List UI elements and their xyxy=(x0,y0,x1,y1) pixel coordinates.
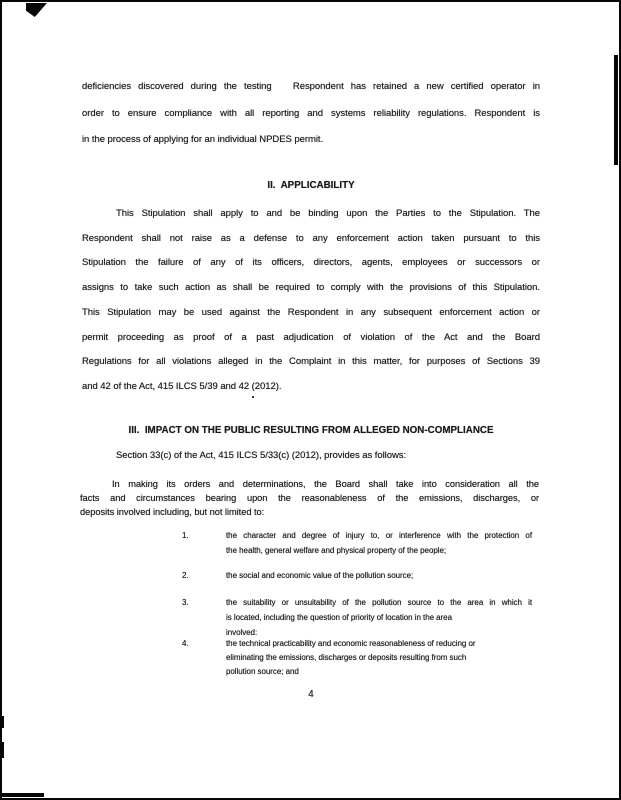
factor-line: is located, including the question of priority of location in the area xyxy=(226,613,452,622)
factor-text xyxy=(226,637,532,679)
factor-number: 2. xyxy=(182,571,189,580)
body-line: deficiencies discovered during the testing Respondent has retained a new certified operator in xyxy=(82,81,540,92)
body-line: and 42 of the Act, 415 ILCS 5/39 and 42 (2012). xyxy=(82,380,282,392)
page-number: 4 xyxy=(308,689,314,700)
factor-line: involved: xyxy=(226,628,258,637)
factor-line: the health, general welfare and physical property of the people; xyxy=(226,545,447,555)
factor-number: 4. xyxy=(182,639,189,648)
statute-quote xyxy=(80,477,539,519)
scan-artifact-right-edge xyxy=(614,55,618,165)
factor-text xyxy=(226,569,532,584)
continuation-paragraph xyxy=(82,74,540,154)
scan-artifact-corner-mark xyxy=(26,3,47,17)
factor-line: the technical practicability and economic reasonableness of reducing or xyxy=(226,639,476,648)
body-line: Regulations for all violations alleged in the Complaint in this matter, for purposes of Sections 39 xyxy=(82,356,540,368)
section-ii-heading: II. APPLICABILITY xyxy=(267,180,355,191)
body-line: Stipulation the failure of any of its officers, directors, agents, employees or successors or xyxy=(82,257,540,269)
scan-artifact-left-dash xyxy=(1,742,4,758)
factor-text xyxy=(226,595,532,640)
factor-line: the character and degree of injury to, or interference with the protection of xyxy=(226,531,532,540)
quote-line: deposits involved including, but not limited to: xyxy=(80,507,265,517)
factor-line: the social and economic value of the pollution source; xyxy=(226,571,414,580)
body-line: This Stipulation shall apply to and be binding upon the Parties to the Stipulation. The xyxy=(116,208,540,219)
scan-artifact-left-dash xyxy=(1,716,4,728)
factor-line: pollution source; and xyxy=(226,667,299,676)
factor-number: 3. xyxy=(182,598,189,607)
section-ii-paragraph xyxy=(82,202,540,400)
factor-item-3 xyxy=(82,595,540,640)
section-iii-heading: III. IMPACT ON THE PUBLIC RESULTING FROM ALLEGED NON-COMPLIANCE xyxy=(128,425,494,436)
factor-number: 1. xyxy=(182,531,189,540)
statute-intro-line: Section 33(c) of the Act, 415 ILCS 5/33(c) (2012), provides as follows: xyxy=(116,450,407,461)
body-line: Respondent shall not raise as a defense to any enforcement action taken pursuant to this xyxy=(82,232,540,244)
quote-line: In making its orders and determinations, the Board shall take into consideration all the xyxy=(112,479,539,489)
scan-artifact-bottom-edge xyxy=(2,793,44,797)
body-line: This Stipulation may be used against the Respondent in any subsequent enforcement action or xyxy=(82,306,540,318)
factor-text xyxy=(226,529,532,558)
body-line: permit proceeding as proof of a past adjudication of violation of the Act and the Board xyxy=(82,331,540,343)
quote-line: facts and circumstances bearing upon the reasonableness of the emissions, discharges, or xyxy=(80,493,539,503)
factor-line: eliminating the emissions, discharges or deposits resulting from such xyxy=(226,653,467,662)
factor-item-4 xyxy=(82,637,540,679)
factor-item-1 xyxy=(82,529,540,558)
body-line: in the process of applying for an individual NPDES permit. xyxy=(82,134,324,145)
body-line: order to ensure compliance with all reporting and systems reliability regulations. Respondent is xyxy=(82,107,540,119)
factor-item-2 xyxy=(82,569,540,584)
body-line: assigns to take such action as shall be required to comply with the provisions of this Stipulation. xyxy=(82,282,540,294)
factor-line: the suitability or unsuitability of the pollution source to the area in which it xyxy=(226,598,532,607)
